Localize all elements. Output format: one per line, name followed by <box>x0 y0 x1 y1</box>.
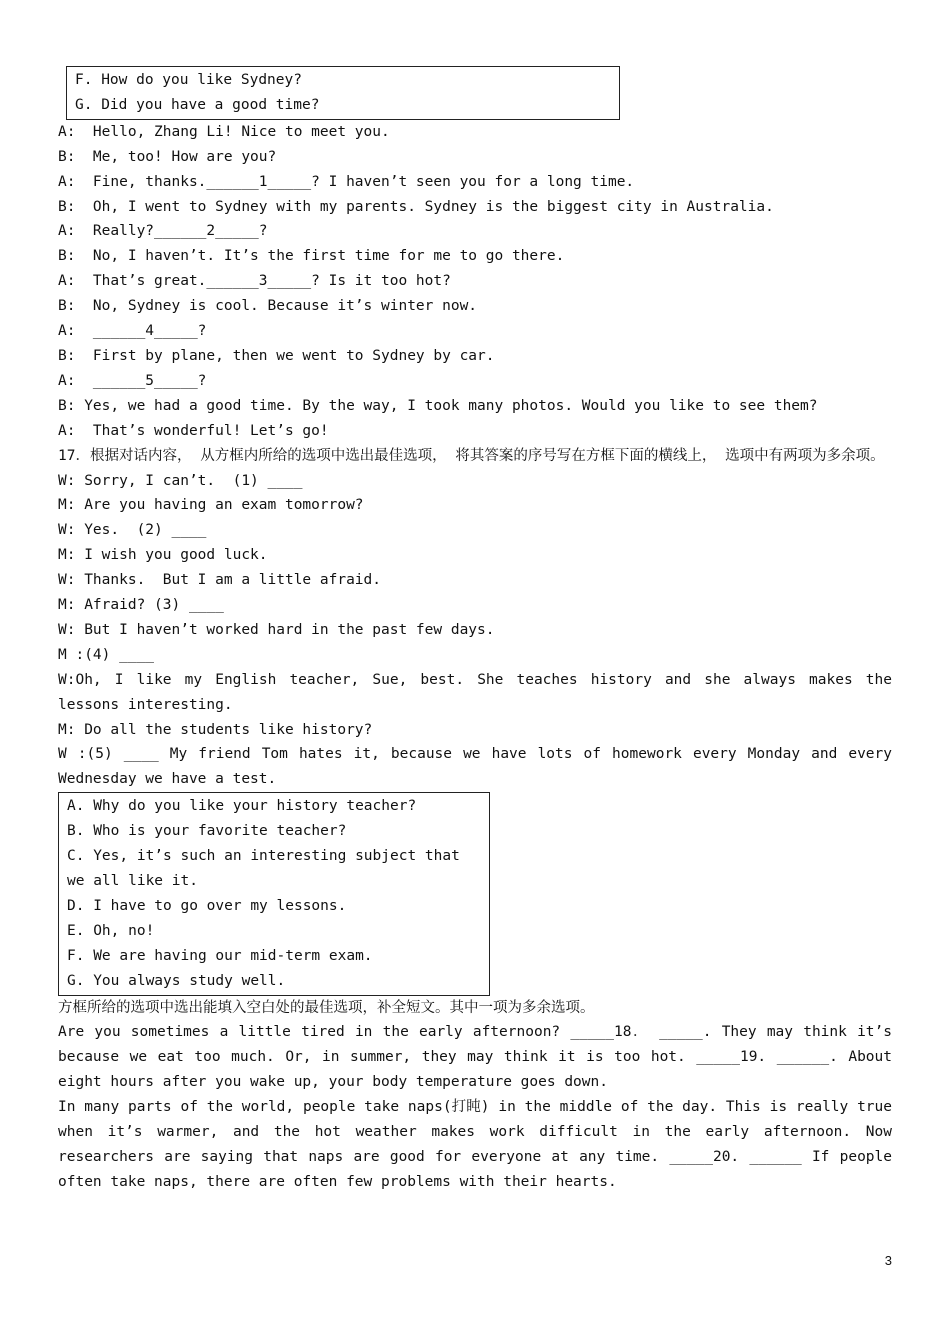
option-g: G. Did you have a good time? <box>75 96 320 113</box>
dialogue-line: W: Yes. (2) ____ <box>58 522 207 539</box>
dialogue-line: A: That’s wonderful! Let’s go! <box>58 422 329 439</box>
option-d: D. I have to go over my lessons. <box>67 897 347 914</box>
dialogue-2 <box>58 469 892 793</box>
dialogue-line: B: Me, too! How are you? <box>58 148 277 165</box>
dialogue-line: A: Hello, Zhang Li! Nice to meet you. <box>58 123 390 140</box>
dialogue-line: A: Really?______2_____? <box>58 223 268 240</box>
question-17-instruction: 17．根据对话内容， 从方框内所给的选项中选出最佳选项， 将其答案的序号写在方框下面的横线上， 选项中有两项为多余项。 <box>58 447 885 464</box>
dialogue-line: M :(4) ____ <box>58 646 155 663</box>
option-c: C. Yes, it’s such an interesting subject that we all like it. <box>67 848 460 889</box>
dialogue-line: W: Thanks. But I am a little afraid. <box>58 572 382 589</box>
page-number: 3 <box>884 1253 892 1268</box>
dialogue-line: A: Fine, thanks.______1_____? I haven’t seen you for a long time. <box>58 173 635 190</box>
options-box-17 <box>58 792 490 995</box>
dialogue-line: W:Oh, I like my English teacher, Sue, best. She teaches history and she always makes the lessons interesting. <box>58 671 892 713</box>
dialogue-1 <box>58 120 892 444</box>
passage-paragraph-2: In many parts of the world, people take naps(打盹) in the middle of the day. This is really true when it’s warmer, and the hot weather makes work difficult in the early afternoon. Now researchers are saying that naps are good for everyone at any time. _____20. ______ If people often take naps, there are often few problems with their hearts. <box>58 1099 892 1190</box>
dialogue-line: B: First by plane, then we went to Sydney by car. <box>58 347 495 364</box>
option-f: F. How do you like Sydney? <box>75 72 302 88</box>
dialogue-line: W :(5) ____ My friend Tom hates it, because we have lots of homework every Monday and every Wednesday we have a test. <box>58 746 892 788</box>
dialogue-line: M: Do all the students like history? <box>58 721 373 738</box>
dialogue-line: B: No, I haven’t. It’s the first time for me to go there. <box>58 248 565 265</box>
option-b: B. Who is your favorite teacher? <box>67 823 347 840</box>
dialogue-line: B: Oh, I went to Sydney with my parents. Sydney is the biggest city in Australia. <box>58 198 774 215</box>
dialogue-line: W: But I haven’t worked hard in the past few days. <box>58 621 495 638</box>
option-e: E. Oh, no! <box>67 922 155 939</box>
options-box-top <box>66 66 620 120</box>
dialogue-line: B: No, Sydney is cool. Because it’s winter now. <box>58 298 478 315</box>
dialogue-line: A: ______5_____? <box>58 372 207 389</box>
option-f: F. We are having our mid-term exam. <box>67 947 373 964</box>
dialogue-line: A: ______4_____? <box>58 323 207 340</box>
option-g: G. You always study well. <box>67 972 286 989</box>
passage-paragraph-1: Are you sometimes a little tired in the early afternoon? _____18． _____. They may think it’s because we eat too much. Or, in summer, they may think it is too hot. _____19. ______. About eight hours after you wake up, your body temperature goes down. <box>58 1024 892 1091</box>
dialogue-line: M: I wish you good luck. <box>58 547 268 564</box>
passage-instruction: 方框所给的选项中选出能填入空白处的最佳选项，补全短文。其中一项为多余选项。 <box>58 999 595 1016</box>
option-a: A. Why do you like your history teacher? <box>67 798 417 815</box>
dialogue-line: B: Yes, we had a good time. By the way, I took many photos. Would you like to see them? <box>58 397 818 414</box>
document-page <box>58 66 892 1195</box>
dialogue-line: A: That’s great.______3_____? Is it too hot? <box>58 273 451 290</box>
dialogue-line: W: Sorry, I can’t. (1) ____ <box>58 472 303 489</box>
dialogue-line: M: Afraid? (3) ____ <box>58 597 224 614</box>
dialogue-line: M: Are you having an exam tomorrow? <box>58 497 364 514</box>
